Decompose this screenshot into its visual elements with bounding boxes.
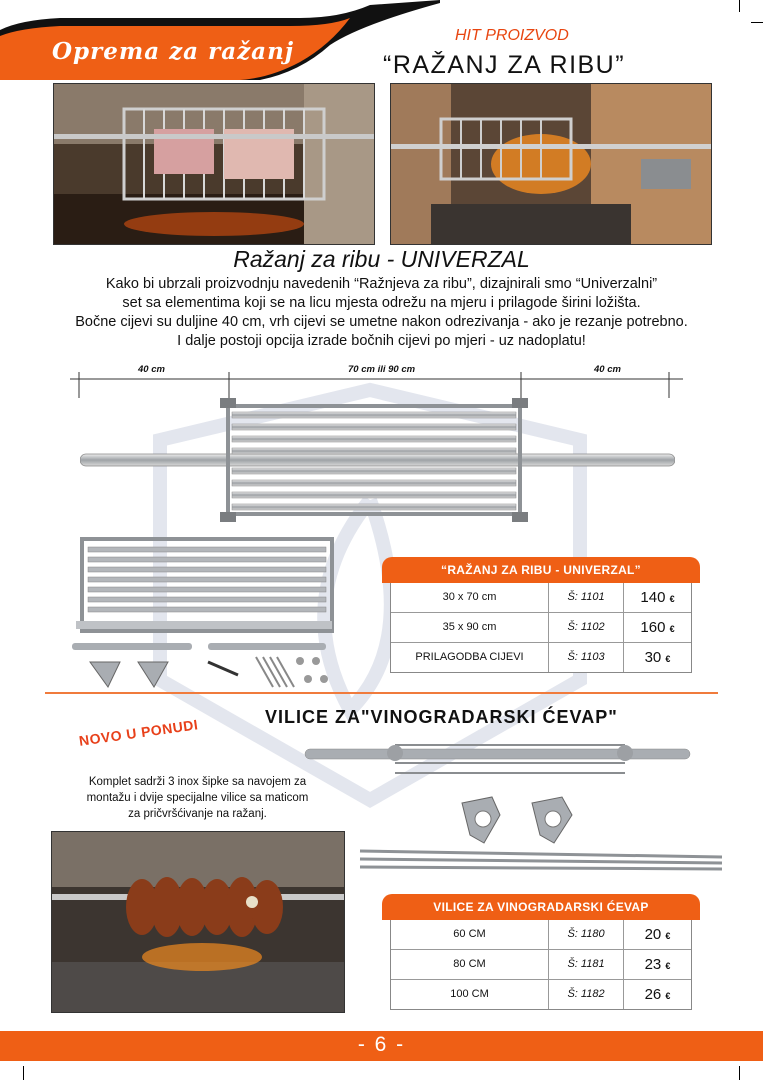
description-line: za pričvršćivanje na ražanj. [128, 808, 267, 820]
description-line: Bočne cijevi su duljine 40 cm, vrh cijevi se umetne nakon odrezivanja - ako je rezanje potrebno. [75, 314, 688, 330]
table-row [391, 920, 691, 949]
photo-cevap-grill [51, 831, 345, 1013]
section-divider [45, 692, 718, 694]
price-table-razanj [382, 557, 700, 673]
parts-illustration [68, 537, 338, 692]
item-code: Š: 1181 [549, 950, 624, 979]
dimension-middle: 70 cm ili 90 cm [348, 364, 416, 375]
new-badge: NOVO U PONUDI [78, 716, 200, 749]
item-code: Š: 1103 [549, 643, 624, 672]
product2-description [55, 774, 340, 822]
item-price: 20 € [644, 926, 671, 943]
table-row [391, 612, 691, 642]
crop-mark [23, 1066, 24, 1080]
crop-mark [739, 1066, 740, 1080]
dimension-left: 40 cm [138, 364, 165, 375]
section-title: Oprema za ražanj [52, 38, 295, 65]
item-code: Š: 1182 [549, 980, 624, 1009]
page-title: “RAŽANJ ZA RIBU” [383, 51, 626, 79]
photo-fish-grill-1 [53, 83, 375, 245]
item-name: 35 x 90 cm [391, 613, 549, 642]
item-price: 30 € [644, 649, 671, 666]
table-body [390, 920, 692, 1010]
dimension-right: 40 cm [594, 364, 621, 375]
item-name: PRILAGODBA CIJEVI [391, 643, 549, 672]
table-row [391, 583, 691, 612]
table-body [390, 583, 692, 673]
item-name: 30 x 70 cm [391, 583, 549, 612]
page-number: - 6 - [357, 1033, 406, 1056]
product-subtitle: Ražanj za ribu - UNIVERZAL [233, 246, 530, 272]
description-line: set sa elementima koji se na licu mjesta odrežu na mjeru i prilagode širini ložišta. [122, 295, 641, 311]
item-price: 23 € [644, 956, 671, 973]
price-table-vilice [382, 894, 700, 1010]
product2-title: VILICE ZA"VINOGRADARSKI ĆEVAP" [265, 707, 618, 727]
item-price: 140 € [640, 589, 675, 606]
item-name: 80 CM [391, 950, 549, 979]
table-row [391, 642, 691, 672]
table-header: VILICE ZA VINOGRADARSKI ĆEVAP [382, 894, 700, 920]
description-line: I dalje postoji opcija izrade bočnih cijevi po mjeri - uz nadoplatu! [177, 333, 586, 349]
dimension-line [70, 372, 685, 398]
item-code: Š: 1102 [549, 613, 624, 642]
photo-fish-grill-2 [390, 83, 712, 245]
description-line: Kako bi ubrzali proizvodnju navedenih “Ražnjeva za ribu”, dizajnirali smo “Univerzalni” [105, 276, 658, 292]
spit-illustration [80, 398, 675, 523]
item-code: Š: 1101 [549, 583, 624, 612]
item-price: 160 € [640, 619, 675, 636]
item-name: 60 CM [391, 920, 549, 949]
table-header: “RAŽANJ ZA RIBU - UNIVERZAL” [382, 557, 700, 583]
hit-badge: HIT PROIZVOD [455, 27, 569, 44]
item-name: 100 CM [391, 980, 549, 1009]
description-line: montažu i dvije specijalne vilice sa maticom [86, 792, 309, 804]
table-row [391, 949, 691, 979]
item-code: Š: 1180 [549, 920, 624, 949]
product-description [20, 275, 743, 351]
description-line: Komplet sadrži 3 inox šipke sa navojem za [88, 776, 307, 788]
forks-illustration [300, 735, 725, 880]
item-price: 26 € [644, 986, 671, 1003]
table-row [391, 979, 691, 1009]
